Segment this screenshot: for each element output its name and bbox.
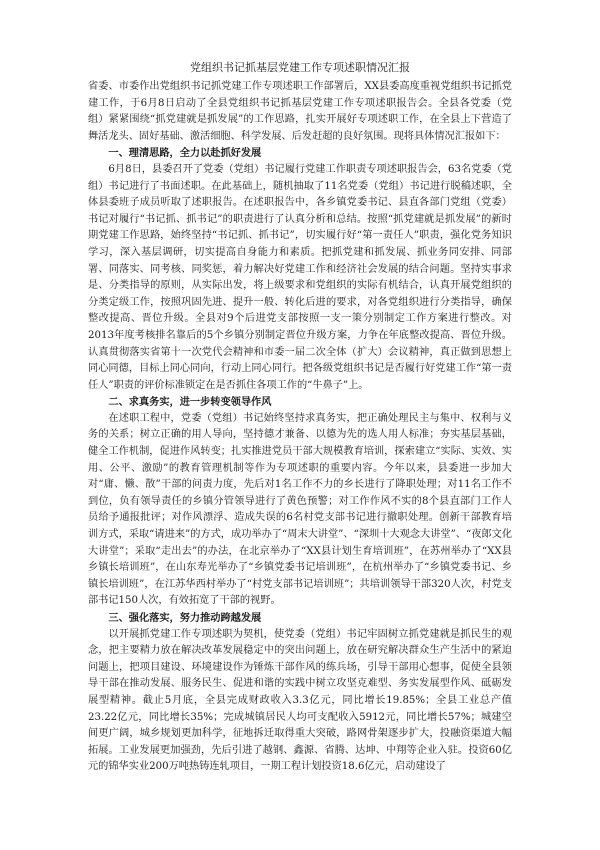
intro-paragraph: 省委、市委作出党组织书记抓党建工作专项述职工作部署后，XX县委高度重视党组织书记抓党建工作，于6月8日启动了全县党组织书记抓基层党建工作专项述职报告会。全县各党委（党组）紧紧围绕“抓党建就是抓发展”的工作思路，扎实开展好专项述职工作，在全县上下营造了舞活龙头、固好基础、激活细胞、科学发展、后发赶超的良好氛围。现将具体情况汇报如下： xyxy=(88,81,512,142)
document-title: 党组织书记抓基层党建工作专项述职情况汇报 xyxy=(190,61,410,74)
section-1-paragraph: 6月8日，县委召开了党委（党组）书记履行党建工作职责专项述职报告会，63名党委（党组）书记进行了书面述职。在此基础上，随机抽取了11名党委（党组）书记进行脱稿述职，全体县委班子成员听取了述职报告。在述职报告中，各乡镇党委书记、县直各部门党组（党委）书记对履行“书记抓、抓书记”的职责进行了认真分析和总结。按照“抓党建就是抓发展”的新时期党建工作思路，始终坚持“书记抓、抓书记”，切实履行好“第一责任人”职责，强化党务知识学习，深入基层调研，切实提高自身能力和素质。把抓党建和抓发展、抓业务同安排、同部署、同落实、同考核、同奖惩，着力解决好党建工作和经济社会发展的结合问题。坚持实事求是、分类指导的原则，从实际出发，将上级要求和党组织的实际有机结合，认真开展党组织的分类定级工作，按照巩固先进、提升一般、转化后进的要求，对各党组织进行分类指导，确保整改提高、晋位升级。全县对9个后进党支部按照一支一策分别制定工作方案进行整改。对2013年度考核排名靠后的5个乡镇分别制定晋位升级方案，力争在年底整改提高、晋位升级。认真贯彻落实省第十一次党代会精神和市委一届二次全体（扩大）会议精神，真正做到思想上同心同德，目标上同心同向，行动上同心同行。把各级党组织书记是否履行好党建工作“第一责任人”职责的评价标准锁定在是否抓住各项工作的“牛鼻子”上。 xyxy=(88,163,512,391)
section-2-heading: 二、求真务实，进一步转变领导作风 xyxy=(108,396,272,409)
section-3-paragraph: 以开展抓党建工作专项述职为契机，使党委（党组）书记牢固树立抓党建就是抓民生的观念，把主要精力放在解决改革发展稳定中的突出问题上，放在研究解决群众生产生活中的紧迫问题上，把项目建设、环境建设作为锤炼干部作风的练兵场，引导干部用心想事，促使全县领导干部在推动发展、服务民生、促进和谐的实践中树立攻坚克难型、务实发展型作风、砥砺发展型精神。截止5月底，全县完成财政收入3.3亿元，同比增长19.85%；全县工业总产值23.22亿元，同比增长35%；完成城镇居民人均可支配收入5912元，同比增长57%；城建空间更广阔，城乡规划更加科学，征地拆迁取得重大突破，路网骨架逐步扩大，投融资渠道大幅拓展。工业发展更加强劲，先后引进了越钢、鑫源、省腾、达坤、中翔等企业入驻。投资60亿元的锦华实业200万吨热铸连轧项目，一期工程计划投资18.6亿元，启动建设了 xyxy=(88,628,512,773)
section-2-paragraph: 在述职工程中，党委（党组）书记始终坚持求真务实，把正确处理民主与集中、权利与义务的关系；树立正确的用人导向，坚持德才兼备、以德为先的选人用人标准；夯实基层基础，健全工作机制，促进作风转变；扎实推进党员干部大规模教育培训，探索建立“实际、实效、实用、公平、激励”的教育管理机制等作为专项述职的重要内容。今年以来，县委进一步加大对“庸、懒、散”干部的问责力度，先后对1名工作不力的乡长进行了降职处理；对11名工作不到位，负有领导责任的乡镇分管领导进行了黄色预警；对工作作风不实的8个县直部门工作人员给予通报批评；对作风漂浮、造成失误的6名村党支部书记进行撤职处理。创新干部教育培训方式，采取“请进来”的方式，成功举办了“周末大讲堂”、“深圳十大观念大讲堂”、“夜郎文化大讲堂”；采取“走出去”的办法，在北京举办了“XX县计划生育培训班”，在苏州举办了“XX县乡镇长培训班”，在山东寿光举办了“乡镇党委书记培训班”，在杭州举办了“乡镇党委书记、乡镇长培训班”，在江苏华西村举办了“村党支部书记培训班”；共培训领导干部320人次，村党支部书记150人次，有效拓宽了干部的视野。 xyxy=(88,412,512,607)
section-3-heading: 三、强化落实，努力推动跨越发展 xyxy=(108,612,262,624)
section-1-heading: 一、理清思路，全力以赴抓好发展 xyxy=(108,147,262,160)
